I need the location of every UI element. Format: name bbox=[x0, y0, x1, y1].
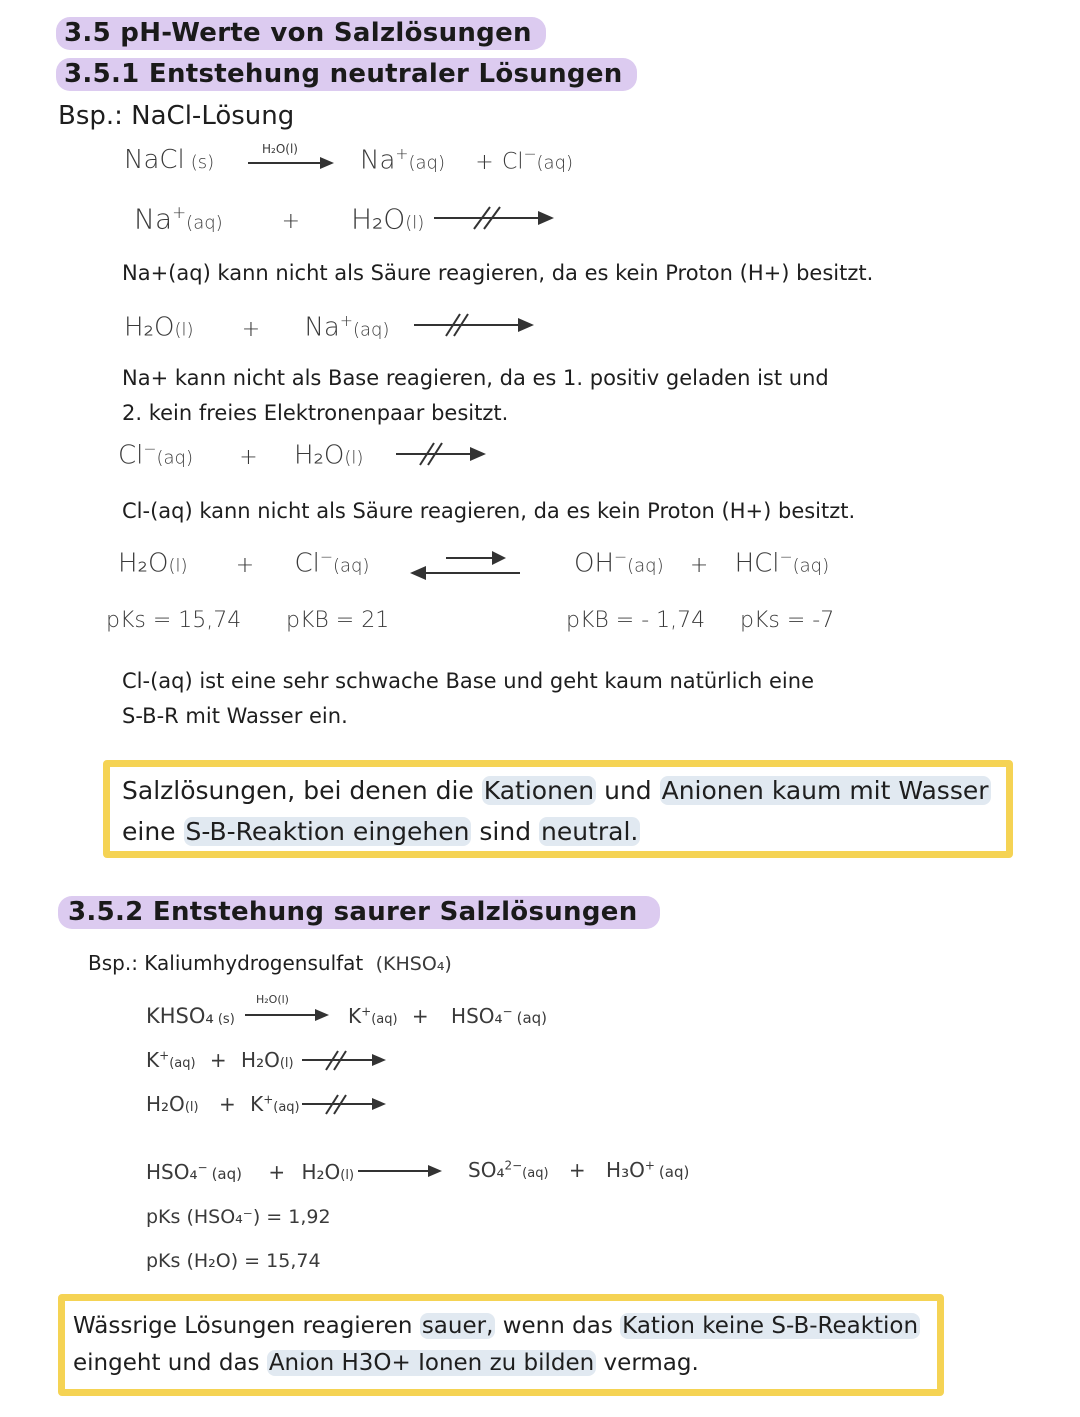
state: (aq) bbox=[371, 1012, 398, 1027]
text: eingeht und das bbox=[73, 1350, 267, 1376]
summary-neutral-line2 bbox=[122, 811, 640, 852]
charge: − bbox=[143, 440, 157, 458]
product-cl: Cl bbox=[501, 149, 524, 175]
state: (l) bbox=[184, 1100, 199, 1115]
no-reaction-arrow-icon bbox=[414, 312, 539, 338]
plus-sign: + bbox=[241, 316, 261, 342]
reaction-arrow-icon bbox=[248, 155, 338, 171]
state: (l) bbox=[340, 1168, 355, 1183]
no-reaction-arrow-icon bbox=[302, 1093, 392, 1115]
summary-acidic-line1 bbox=[73, 1308, 920, 1345]
state: (s) bbox=[217, 1012, 235, 1027]
equation-products bbox=[348, 1004, 547, 1028]
state: (l) bbox=[279, 1056, 294, 1071]
charge: + bbox=[361, 1004, 372, 1019]
equation-water-na bbox=[124, 312, 389, 343]
arrow-label: H₂O(l) bbox=[256, 993, 289, 1006]
pks-hcl: pKs = -7 bbox=[740, 608, 835, 633]
example-formula: (KHSO₄) bbox=[375, 953, 452, 975]
product-na: Na bbox=[360, 145, 396, 176]
summary-acidic-line2 bbox=[73, 1345, 699, 1382]
reactant-k: K bbox=[146, 1048, 160, 1072]
reaction-arrow-icon bbox=[245, 1008, 335, 1022]
arrow-label: H₂O(l) bbox=[262, 142, 298, 156]
equation-hso4-products bbox=[468, 1158, 689, 1182]
explanation-na-acid: Na+(aq) kann nicht als Säure reagieren, da es kein Proton (H+) besitzt. bbox=[122, 261, 874, 285]
explanation-cl-base-2: S-B-R mit Wasser ein. bbox=[122, 704, 348, 728]
state: (aq) bbox=[332, 555, 370, 577]
pks-hso4: pKs (HSO₄⁻) = 1,92 bbox=[146, 1206, 331, 1228]
highlight-kationen: Kationen bbox=[483, 776, 595, 805]
charge: − bbox=[197, 1160, 208, 1175]
reactant-water: H₂O bbox=[124, 312, 175, 343]
charge: − bbox=[502, 1004, 513, 1019]
charge: + bbox=[395, 145, 409, 163]
product-k: K bbox=[348, 1004, 362, 1028]
no-reaction-arrow-icon bbox=[302, 1049, 392, 1071]
highlight-anion: Anion H3O+ Ionen zu bilden bbox=[268, 1350, 595, 1376]
equation-water-k bbox=[146, 1092, 300, 1116]
highlight-anionen: Anionen kaum mit Wasser bbox=[661, 776, 989, 805]
charge: − bbox=[523, 145, 537, 163]
state: (aq) bbox=[169, 1056, 196, 1071]
charge: + bbox=[263, 1092, 274, 1107]
highlight-neutral: neutral. bbox=[541, 817, 639, 846]
text: sind bbox=[471, 817, 540, 846]
equation-khso4-dissociation bbox=[146, 1004, 235, 1028]
pkb-cl: pKB = 21 bbox=[286, 608, 390, 633]
equation-k-water bbox=[146, 1048, 294, 1072]
reaction-arrow-icon bbox=[358, 1163, 448, 1179]
reactant: KHSO₄ bbox=[146, 1004, 214, 1028]
charge: − bbox=[319, 548, 333, 566]
text: und bbox=[596, 776, 660, 805]
equation-products bbox=[360, 145, 573, 176]
equation-cl-equilibrium-left bbox=[118, 548, 369, 579]
text: Salzlösungen, bei denen die bbox=[122, 776, 482, 805]
charge: + bbox=[644, 1158, 655, 1173]
state: (l) bbox=[344, 447, 364, 469]
state: (aq) bbox=[627, 555, 664, 577]
section-heading-3-5-2: 3.5.2 Entstehung saurer Salzlösungen bbox=[58, 896, 660, 929]
highlight-sbr: S-B-Reaktion eingehen bbox=[185, 817, 470, 846]
example-label bbox=[88, 951, 452, 975]
equation-na-water bbox=[134, 202, 424, 235]
charge: − bbox=[779, 548, 793, 566]
product-h3o: H₃O bbox=[606, 1158, 645, 1182]
summary-neutral-line1 bbox=[122, 770, 991, 811]
equation-hso4-water bbox=[146, 1160, 354, 1184]
reactant-cl: Cl bbox=[294, 548, 320, 579]
charge: − bbox=[614, 548, 628, 566]
plus-sign: + bbox=[218, 1092, 236, 1116]
state: (aq) bbox=[522, 1166, 549, 1181]
equation-cl-equilibrium-right bbox=[574, 548, 829, 579]
explanation-cl-acid: Cl-(aq) kann nicht als Säure reagieren, da es kein Proton (H+) besitzt. bbox=[122, 499, 856, 523]
reactant-hso4: HSO₄ bbox=[146, 1160, 198, 1184]
state: (aq) bbox=[536, 152, 574, 174]
pks-water: pKs = 15,74 bbox=[106, 608, 242, 633]
state: (aq) bbox=[211, 1165, 242, 1183]
example-label: Bsp.: NaCl-Lösung bbox=[58, 101, 295, 131]
state: (s) bbox=[190, 152, 215, 173]
highlight-sauer: sauer, bbox=[421, 1313, 494, 1339]
plus-sign: + bbox=[281, 209, 301, 235]
product-so4: SO₄ bbox=[468, 1158, 505, 1182]
example-name: Bsp.: Kaliumhydrogensulfat bbox=[88, 951, 364, 975]
text: vermag. bbox=[596, 1350, 699, 1376]
charge: + bbox=[172, 202, 187, 222]
plus-sign: + bbox=[568, 1158, 586, 1182]
equation-cl-water bbox=[118, 440, 363, 471]
state: (aq) bbox=[408, 152, 445, 174]
reactant-cl: Cl bbox=[118, 440, 144, 471]
product-hso4: HSO₄ bbox=[451, 1004, 503, 1028]
reactant-na: Na bbox=[134, 202, 173, 236]
charge: + bbox=[159, 1048, 170, 1063]
page-title: 3.5 pH-Werte von Salzlösungen bbox=[56, 17, 546, 50]
state: (aq) bbox=[186, 212, 223, 234]
explanation-na-base-1: Na+ kann nicht als Base reagieren, da es 1. positiv geladen ist und bbox=[122, 366, 829, 390]
state: (aq) bbox=[792, 555, 830, 577]
explanation-na-base-2: 2. kein freies Elektronenpaar besitzt. bbox=[122, 401, 509, 425]
plus-sign: + bbox=[209, 1048, 227, 1072]
charge: 2− bbox=[504, 1158, 523, 1173]
pks-water: pKs (H₂O) = 15,74 bbox=[146, 1250, 321, 1272]
no-reaction-arrow-icon bbox=[434, 205, 559, 231]
reactant-water: H₂O bbox=[241, 1048, 280, 1072]
state: (l) bbox=[174, 319, 194, 341]
state: (aq) bbox=[352, 319, 390, 341]
pkb-oh: pKB = - 1,74 bbox=[566, 608, 706, 633]
reactant-water: H₂O bbox=[301, 1160, 341, 1184]
reactant-water: H₂O bbox=[350, 202, 406, 236]
text: eine bbox=[122, 817, 184, 846]
equilibrium-arrow-icon bbox=[406, 548, 524, 584]
plus-sign: + bbox=[235, 552, 255, 578]
plus-sign: + bbox=[475, 149, 494, 175]
text: Wässrige Lösungen reagieren bbox=[73, 1313, 420, 1339]
state: (aq) bbox=[658, 1163, 690, 1181]
product-hcl: HCl bbox=[734, 548, 780, 579]
section-heading-3-5-1: 3.5.1 Entstehung neutraler Lösungen bbox=[56, 58, 637, 91]
highlight-kation: Kation keine S-B-Reaktion bbox=[622, 1313, 919, 1339]
plus-sign: + bbox=[411, 1004, 429, 1028]
explanation-cl-base-1: Cl-(aq) ist eine sehr schwache Base und geht kaum natürlich eine bbox=[122, 669, 814, 693]
state: (aq) bbox=[273, 1100, 300, 1115]
reactant-k: K bbox=[250, 1092, 264, 1116]
state: (l) bbox=[168, 555, 188, 577]
state: (aq) bbox=[156, 447, 193, 469]
state: (l) bbox=[405, 212, 425, 234]
reactant-water: H₂O bbox=[146, 1092, 185, 1116]
plus-sign: + bbox=[689, 552, 709, 578]
charge: + bbox=[339, 312, 353, 330]
no-reaction-arrow-icon bbox=[396, 441, 491, 467]
state: (aq) bbox=[516, 1009, 548, 1027]
plus-sign: + bbox=[268, 1160, 286, 1184]
reactant-water: H₂O bbox=[118, 548, 169, 579]
reactant-water: H₂O bbox=[293, 440, 345, 471]
text: wenn das bbox=[495, 1313, 621, 1339]
plus-sign: + bbox=[239, 444, 258, 470]
equation-nacl-dissociation bbox=[124, 145, 214, 175]
reactant: NaCl bbox=[124, 145, 185, 175]
reactant-na: Na bbox=[304, 312, 340, 343]
product-oh: OH bbox=[574, 548, 615, 579]
